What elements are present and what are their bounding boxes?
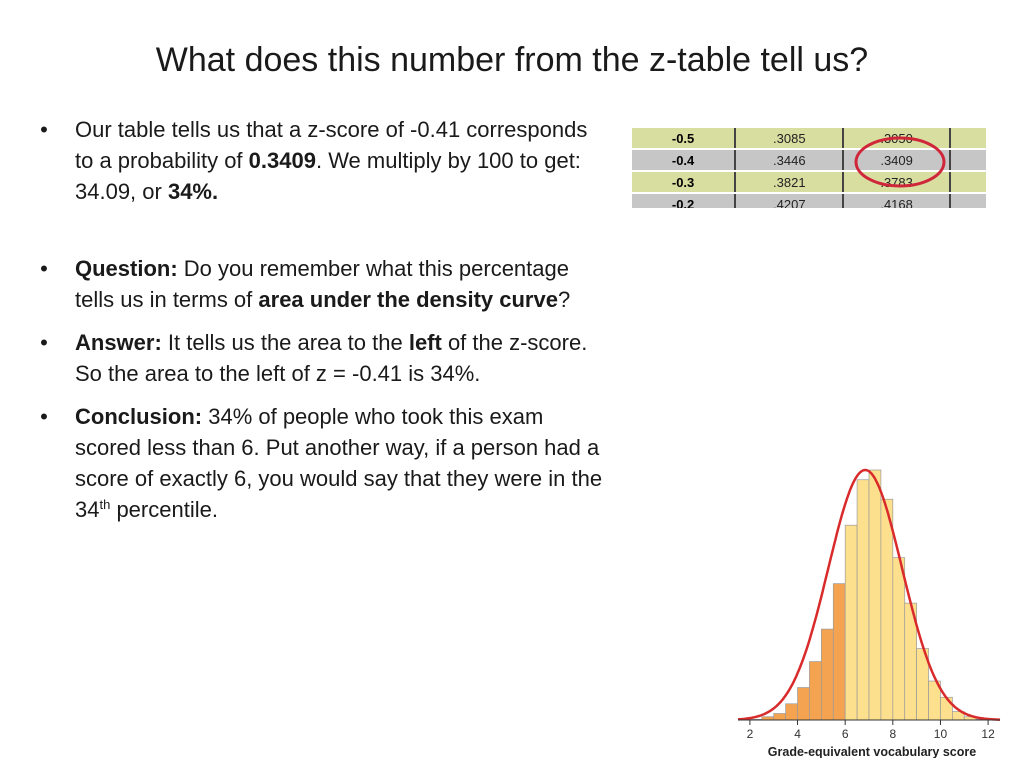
- x-tick-label: 12: [981, 727, 995, 741]
- bullet-lead: Answer:: [75, 330, 162, 355]
- superscript-th: th: [99, 497, 111, 512]
- bullet-bold: left: [408, 330, 442, 355]
- histogram-bar: [786, 704, 798, 720]
- z-table-excerpt: [632, 128, 986, 208]
- z-table: [632, 128, 986, 208]
- histogram-bar: [857, 480, 869, 720]
- probability-cell: [950, 193, 986, 208]
- bullet-text: of the z-score. So the area to the left of z = -0.41 is 34%.: [75, 330, 588, 386]
- x-tick-label: 10: [933, 727, 948, 741]
- bullet-bold: 0.3409: [248, 148, 316, 173]
- probability-cell: .3821: [735, 171, 843, 193]
- bullet-dot: •: [40, 117, 48, 142]
- vocabulary-score-histogram: [730, 458, 1010, 758]
- histogram-bars: [750, 470, 988, 720]
- bullet-dot: •: [40, 256, 48, 281]
- table-row: [632, 171, 986, 193]
- probability-cell-circled: .3409: [843, 149, 949, 171]
- bullet-dot: •: [40, 330, 48, 355]
- x-tick-label: 6: [841, 727, 849, 741]
- histogram-bar: [881, 499, 893, 720]
- bullet-list: [34, 114, 604, 525]
- probability-cell: .3085: [735, 128, 843, 149]
- probability-cell: [950, 128, 986, 149]
- bullet-bold: 34%.: [167, 179, 219, 204]
- bullet-text: ?: [557, 287, 571, 312]
- x-axis-ticks: [747, 720, 996, 741]
- x-tick-label: 4: [794, 727, 801, 741]
- probability-cell: .3446: [735, 149, 843, 171]
- bullet-question: [34, 253, 604, 315]
- histogram-bar: [893, 558, 905, 720]
- bullet-bold: area under the density curve: [258, 287, 558, 312]
- x-tick-label: 2: [746, 727, 754, 741]
- table-row: [632, 193, 986, 208]
- probability-cell: [950, 171, 986, 193]
- probability-cell: .4168: [843, 193, 949, 208]
- histogram-bar: [809, 662, 821, 720]
- slide-title: What does this number from the z-table tell us?: [155, 41, 869, 79]
- z-value-cell: -0.5: [632, 128, 735, 149]
- bullet-dot: •: [40, 404, 48, 429]
- probability-cell: .3050: [843, 128, 949, 149]
- bullet-text: 34% of people who took this exam scored less than 6. Put another way, if a person had a score of exactly 6, you would say that they were in the 34: [75, 404, 603, 522]
- bullet-text: Do you remember what this percentage tells us in terms of: [75, 256, 569, 312]
- x-tick-label: 8: [889, 727, 897, 741]
- bullet-answer: [34, 327, 604, 389]
- table-row: [632, 128, 986, 149]
- histogram-bar: [821, 629, 833, 720]
- z-value-cell: -0.2: [632, 193, 735, 208]
- z-value-cell: -0.4: [632, 149, 735, 171]
- histogram-bar: [774, 714, 786, 720]
- probability-cell: [950, 149, 986, 171]
- bullet-text: Our table tells us that a z-score of -0.41 corresponds to a probability of: [75, 117, 588, 173]
- bullet-text: percentile.: [110, 497, 218, 522]
- histogram-bar: [940, 697, 952, 720]
- probability-cell: .4207: [735, 193, 843, 208]
- bullet-lead: Question:: [75, 256, 178, 281]
- bullet-lead: Conclusion:: [75, 404, 203, 429]
- histogram-bar: [798, 688, 810, 720]
- histogram-bar: [833, 584, 845, 720]
- bullet-conclusion: [34, 401, 604, 525]
- histogram-bar: [869, 470, 881, 720]
- probability-cell: .3783: [843, 171, 949, 193]
- bullet-z-score-probability: [34, 114, 604, 207]
- z-value-cell: -0.3: [632, 171, 735, 193]
- x-axis-label: Grade-equivalent vocabulary score: [767, 745, 977, 758]
- table-row: [632, 149, 986, 171]
- bullet-text: . We multiply by 100 to get: 34.09, or: [75, 148, 581, 204]
- histogram-bar: [845, 525, 857, 720]
- bullet-text: It tells us the area to the: [161, 330, 409, 355]
